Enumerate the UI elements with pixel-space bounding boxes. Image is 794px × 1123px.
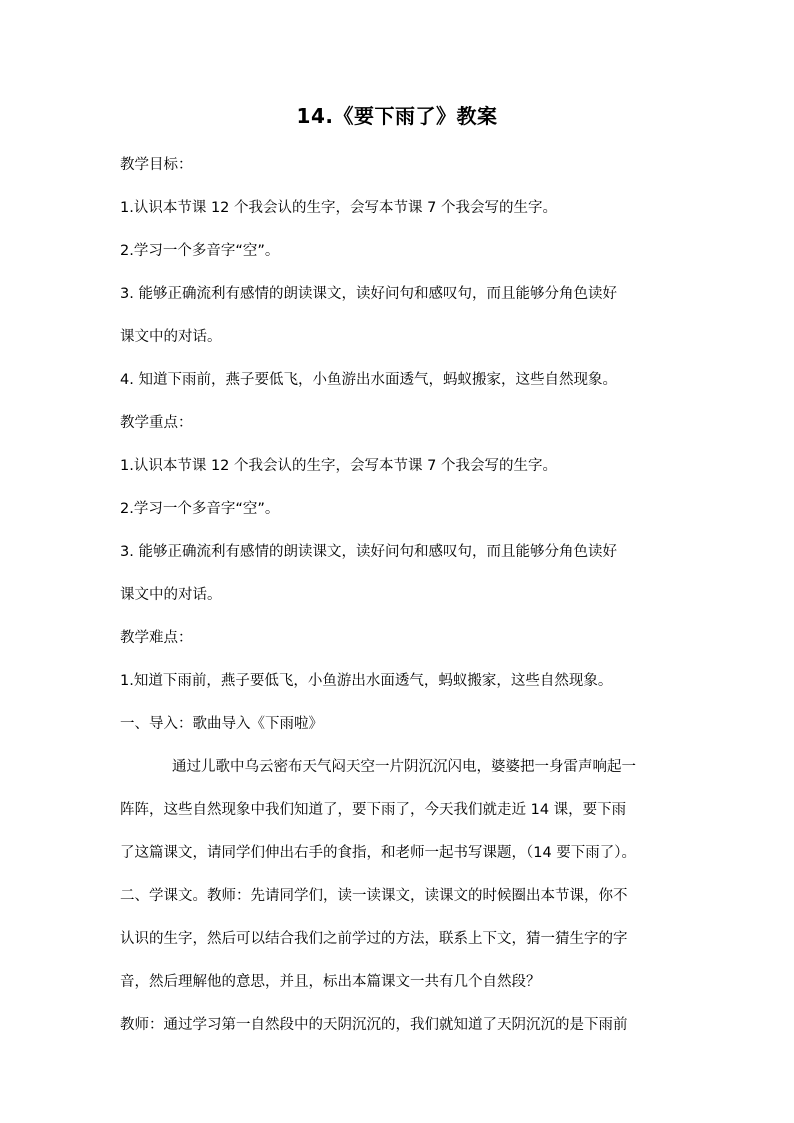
paragraph-line: 阵阵，这些自然现象中我们知道了，要下雨了，今天我们就走近 14 课，要下雨: [120, 802, 627, 818]
document-title: 14.《要下雨了》教案: [296, 104, 498, 128]
paragraph-line: 1.认识本节课 12 个我会认的生字，会写本节课 7 个我会写的生字。: [120, 458, 557, 474]
paragraph-line: 通过儿歌中乌云密布天气闷天空一片阴沉沉闪电，婆婆把一身雷声响起一: [172, 759, 636, 775]
paragraph-line: 教师：通过学习第一自然段中的天阴沉沉的，我们就知道了天阴沉沉的是下雨前: [120, 1017, 628, 1033]
paragraph-line: 3. 能够正确流利有感情的朗读课文，读好问句和感叹句，而且能够分角色读好: [120, 286, 617, 302]
section-heading-introduction: 一、导入：歌曲导入《下雨啦》: [120, 716, 323, 732]
paragraph-line: 4. 知道下雨前，燕子要低飞，小鱼游出水面透气，蚂蚁搬家，这些自然现象。: [120, 372, 617, 388]
paragraph-line: 2.学习一个多音字“空”。: [120, 501, 280, 517]
paragraph-line: 了这篇课文，请同学们伸出右手的食指，和老师一起书写课题，（14 要下雨了）。: [120, 845, 637, 861]
section-heading-key-points: 教学重点：: [120, 415, 193, 431]
paragraph-line: 1.认识本节课 12 个我会认的生字，会写本节课 7 个我会写的生字。: [120, 200, 557, 216]
paragraph-line: 音，然后理解他的意思，并且，标出本篇课文一共有几个自然段？: [120, 974, 541, 990]
paragraph-line: 2.学习一个多音字“空”。: [120, 243, 280, 259]
section-heading-lesson: 二、学课文。教师：先请同学们，读一读课文，读课文的时候圈出本节课，你不: [120, 888, 628, 904]
paragraph-line: 3. 能够正确流利有感情的朗读课文，读好问句和感叹句，而且能够分角色读好: [120, 544, 617, 560]
paragraph-line: 1.知道下雨前，燕子要低飞，小鱼游出水面透气，蚂蚁搬家，这些自然现象。: [120, 673, 613, 689]
paragraph-line: 认识的生字，然后可以结合我们之前学过的方法，联系上下文，猜一猜生字的字: [120, 931, 628, 947]
section-heading-objectives: 教学目标：: [120, 157, 193, 173]
paragraph-line: 课文中的对话。: [120, 329, 222, 345]
paragraph-line: 课文中的对话。: [120, 587, 222, 603]
section-heading-difficulties: 教学难点：: [120, 630, 193, 646]
